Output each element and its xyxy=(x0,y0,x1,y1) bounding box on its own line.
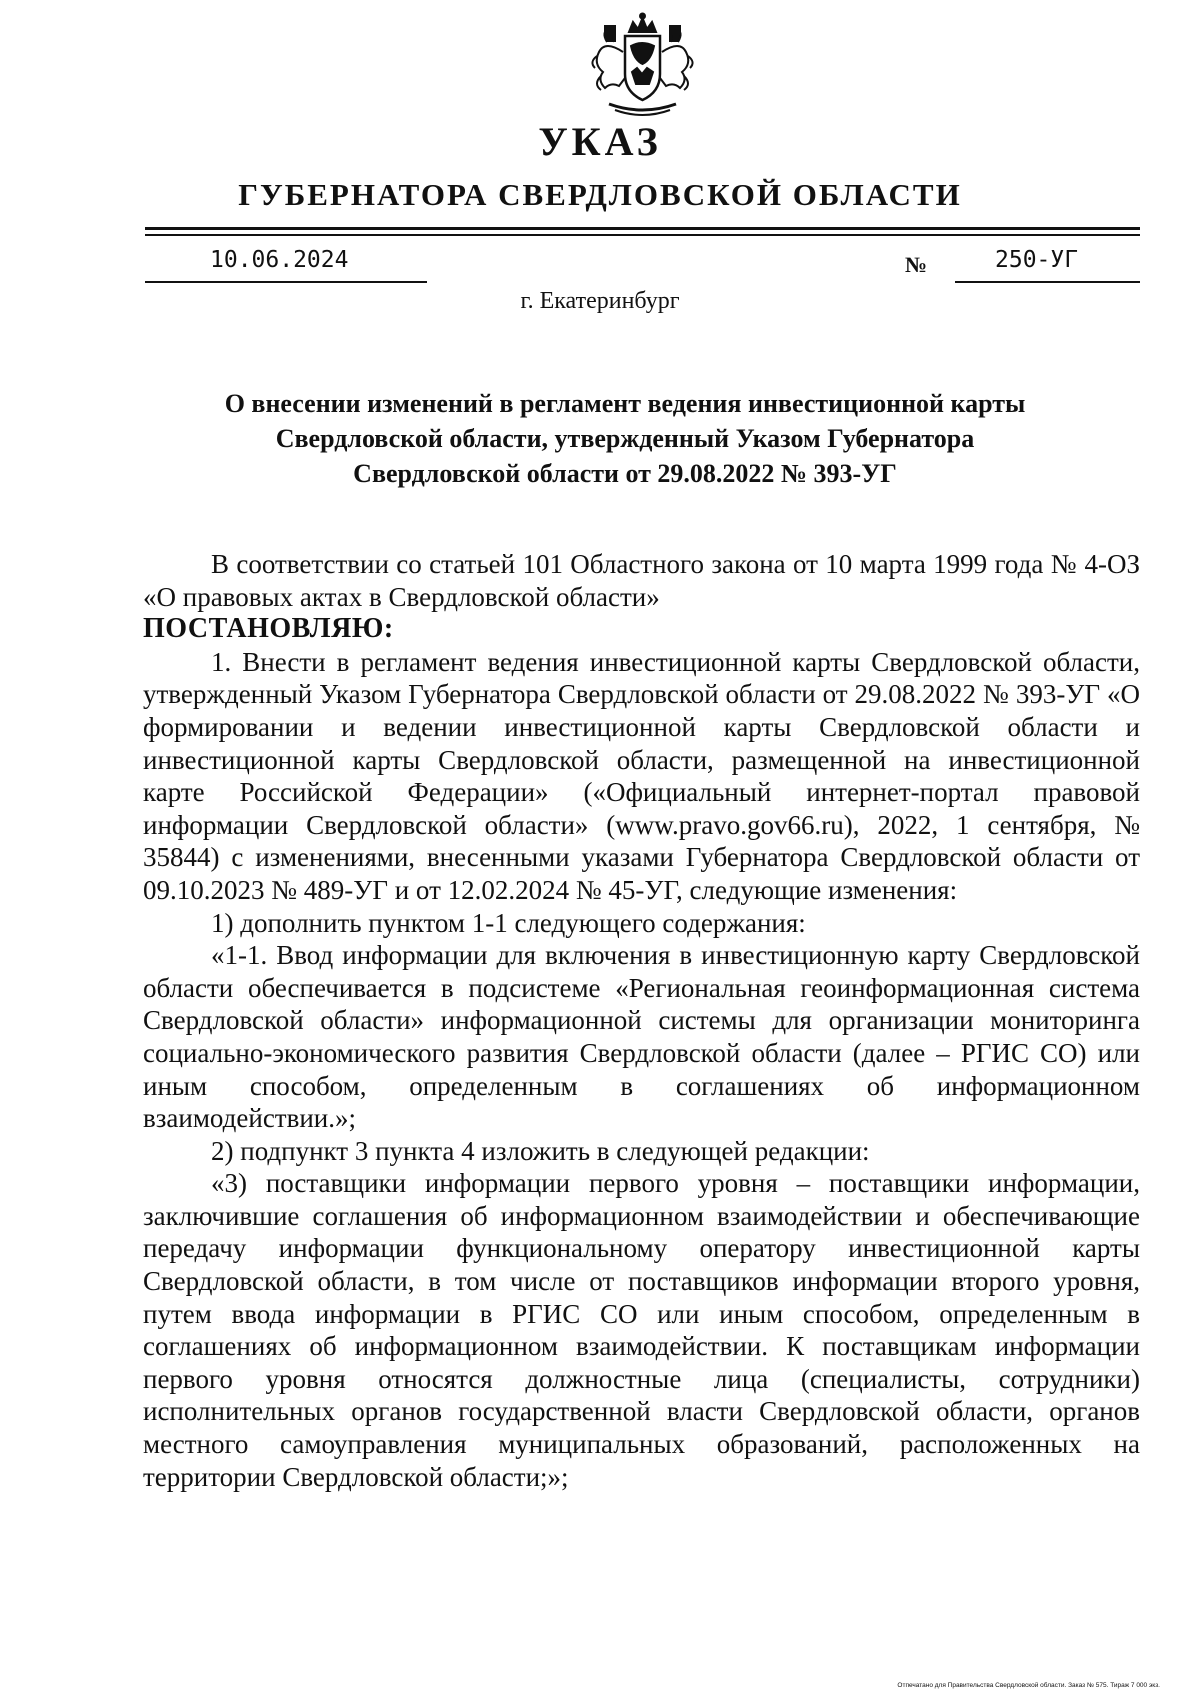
decree-heading xyxy=(170,386,1080,491)
body-paragraph: «1-1. Ввод информации для включения в инвестиционную карту Свердловской области обеспечивается в подсистеме «Региональная геоинформационная система Свердловской области» информационной системы для организации мониторинга социально-экономического развития Свердловской области (далее – РГИС СО) или иным способом, определенным в соглашениях об информационном взаимодействии.»; xyxy=(143,940,1140,1134)
body-paragraph: «3) поставщики информации первого уровня – поставщики информации, заключившие соглашения об информационном взаимодействии и обеспечивающие передачу информации функциональному оператору инвестиционной карты Свердловской области, в том числе от поставщиков информации второго уровня, путем ввода информации в РГИС СО или иным способом, определенным в соглашениях об информационном взаимодействии. К поставщикам информации первого уровня относятся должностные лица (специалисты, сотрудники) исполнительных органов государственной власти Свердловской области, органов местного самоуправления муниципальных образований, расположенных на территории Свердловской области;»; xyxy=(143,1168,1140,1492)
body-paragraph: 1. Внести в регламент ведения инвестиционной карты Свердловской области, утвержденный Указом Губернатора Свердловской области от 29.08.2022 № 393-УГ «О формировании и ведении инвестиционной карты Свердловской области и инвестиционной карты Свердловской области, размещенной на инвестиционной карте Российской Федерации» («Официальный интернет-портал правовой информации Свердловской области» (www.pravo.gov66.ru), 2022, 1 сентября, № 35844) с изменениями, внесенными указами Губернатора Свердловской области от 09.10.2023 № 489-УГ и от 12.02.2024 № 45-УГ, следующие изменения: xyxy=(143,646,1140,905)
number-underline xyxy=(955,281,1140,283)
decree-number: 250-УГ xyxy=(995,247,1079,273)
issuer-title: ГУБЕРНАТОРА СВЕРДЛОВСКОЙ ОБЛАСТИ xyxy=(238,177,962,212)
heading-line: О внесении изменений в регламент ведения инвестиционной карты xyxy=(224,389,1026,418)
header-rule-thick xyxy=(145,227,1140,230)
decree-word: ПОСТАНОВЛЯЮ: xyxy=(143,613,394,645)
print-footer-note: Отпечатано для Правительства Свердловской области. Заказ № 575. Тираж 7 000 экз. xyxy=(897,1682,1160,1689)
header-rule-thin xyxy=(145,234,1140,236)
document-title: УКАЗ xyxy=(538,119,662,164)
body-paragraph: 1) дополнить пунктом 1-1 следующего содержания: xyxy=(211,907,806,938)
heading-line: Свердловской области от 29.08.2022 № 393-УГ xyxy=(353,459,897,488)
body-paragraph: 2) подпункт 3 пункта 4 изложить в следующей редакции: xyxy=(211,1135,870,1166)
decree-body xyxy=(143,548,1140,1493)
issue-city: г. Екатеринбург xyxy=(520,288,680,314)
coat-of-arms-icon xyxy=(585,12,700,120)
heading-line: Свердловской области, утвержденный Указом Губернатора xyxy=(275,424,975,453)
number-sign: № xyxy=(905,252,928,277)
preamble-paragraph: В соответствии со статьей 101 Областного закона от 10 марта 1999 года № 4-ОЗ «О правовых актах в Свердловской области» xyxy=(143,549,1140,612)
decree-date: 10.06.2024 xyxy=(210,247,349,273)
date-underline xyxy=(145,281,427,283)
